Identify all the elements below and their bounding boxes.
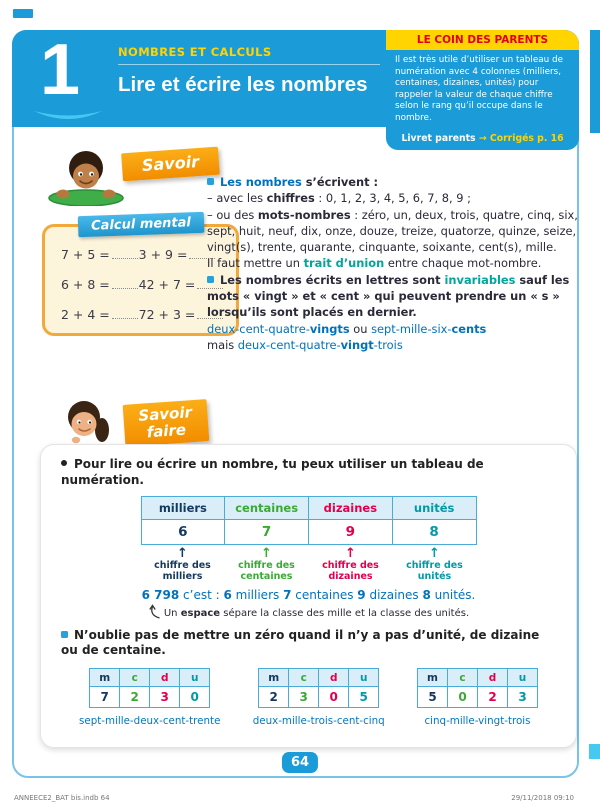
edge-mark-cyan: [589, 744, 600, 759]
dot-bullet-icon: [61, 460, 67, 466]
answer-blank: [112, 248, 138, 259]
header-text: [118, 45, 380, 97]
mini-numeration-table: m c d u 5 0 2 3 cinq-mille-vingt-trois: [417, 668, 538, 727]
mini-tables-row: [61, 668, 556, 727]
value-centaines: 7: [225, 519, 309, 544]
print-corner-mark: [13, 9, 33, 18]
digit-label-group: ↑ chiffre des milliers: [141, 547, 225, 583]
numeration-header-row: [141, 496, 476, 519]
savoir-intro-heading: Les nombres s’écrivent :: [207, 174, 581, 190]
print-info-left: ANNEECE2_BAT bis.indb 64: [14, 794, 110, 802]
value-unites: 8: [392, 519, 476, 544]
hyphen-rule-line: Il faut mettre un trait d’union entre chaque mot-nombre.: [207, 256, 542, 271]
calcul-mental-banner: Calcul mental: [77, 212, 203, 237]
page-title: Lire et écrire les nombres: [118, 73, 368, 96]
mental-math-exercise: 72 + 3 =: [139, 307, 228, 322]
examples-block: [207, 321, 581, 354]
swoosh-icon: [30, 108, 106, 124]
digit-label-group: ↑ chiffre des dizaines: [309, 547, 393, 583]
up-arrow-icon: ↑: [261, 545, 272, 561]
header-dizaines: dizaines: [309, 496, 393, 519]
category-label: NOMBRES ET CALCULS: [118, 45, 380, 65]
parents-box-title: LE COIN DES PARENTS: [386, 30, 579, 50]
mental-math-exercise: 6 + 8 =: [61, 277, 139, 292]
answer-blank: [112, 308, 138, 319]
mini-numeration-table: m c d u 7 2 3 0 sept-mille-deux-cent-trente: [79, 668, 220, 727]
print-info-right: 29/11/2018 09:10: [511, 794, 574, 802]
mini-numeration-table: m c d u 2 3 0 5 deux-mille-trois-cent-cinq: [253, 668, 385, 727]
savoir-character-illustration: [44, 148, 128, 210]
mental-math-exercise: 2 + 4 =: [61, 307, 139, 322]
digit-labels-row: [141, 547, 477, 583]
mental-math-exercise: 7 + 5 =: [61, 247, 139, 262]
digits-line: – avec les chiffres : 0, 1, 2, 3, 4, 5, 6, 7, 8, 9 ;: [207, 191, 471, 206]
examples-line-1: deux-cent-quatre-vingts ou sept-mille-six-cents: [207, 321, 487, 336]
parents-box-footer: Livret parents → Corrigés p. 16: [401, 133, 564, 144]
number-in-words: sept-mille-deux-cent-trente: [79, 715, 221, 728]
header-centaines: centaines: [225, 496, 309, 519]
number-in-words: deux-mille-trois-cent-cinq: [252, 715, 385, 728]
number-in-words: cinq-mille-vingt-trois: [424, 715, 531, 728]
page-number-badge: 64: [282, 752, 318, 773]
square-bullet-icon: [207, 276, 214, 283]
numeration-table: [141, 496, 477, 545]
curved-arrow-icon: [148, 604, 161, 619]
digit-label-group: ↑ chiffre des unités: [393, 547, 477, 583]
up-arrow-icon: ↑: [345, 545, 356, 561]
up-arrow-icon: ↑: [429, 545, 440, 561]
up-arrow-icon: ↑: [177, 545, 188, 561]
digit-label-group: ↑ chiffre des centaines: [225, 547, 309, 583]
square-bullet-icon: [207, 178, 214, 185]
savoir-faire-card: [40, 444, 577, 748]
examples-line-2: mais deux-cent-quatre-vingt-trois: [207, 337, 403, 352]
savoir-faire-banner: [123, 399, 209, 446]
numeration-value-row: [141, 519, 476, 544]
savoir-faire-banner-line1: Savoir: [137, 403, 193, 425]
space-note: Un espace sépare la classe des mille et la classe des unités.: [61, 604, 556, 619]
tableau-instruction: Pour lire ou écrire un nombre, tu peux utiliser un tableau de numération.: [61, 457, 484, 487]
answer-blank: [112, 278, 138, 289]
zero-rule: N’oublie pas de mettre un zéro quand il n’y a pas d’unité, de dizaine ou de centaine.: [61, 627, 540, 658]
decomposition-line: 6 798 c’est : 6 milliers 7 centaines 9 dizaines 8 unités.: [141, 587, 476, 602]
value-milliers: 6: [141, 519, 225, 544]
mental-math-exercise: 3 + 9 =: [139, 247, 228, 262]
chapter-header: [12, 30, 386, 127]
savoir-banner-label: Savoir: [141, 152, 200, 175]
header-unites: unités: [392, 496, 476, 519]
parents-corner-box: [386, 30, 579, 150]
edge-tab-blue: [590, 30, 600, 133]
header-milliers: milliers: [141, 496, 225, 519]
savoir-lesson-text: [207, 174, 581, 353]
value-dizaines: 9: [309, 519, 393, 544]
square-bullet-icon: [61, 631, 68, 638]
savoir-faire-banner-line2: faire: [146, 420, 187, 442]
word-numbers-line: – ou des mots-nombres : zéro, un, deux, trois, quatre, cinq, six, sept, huit, neuf, dix, onze, douze, treize, quatorze, quinze, seize, vingt(s), trente, quarante, cinquante, soixante, cent(s), mille.: [207, 207, 578, 255]
parents-box-body: Il est très utile d’utiliser un tableau de numération avec 4 colonnes (milliers, centaines, dizaines, unités) pour rappeler la valeur de chaque chiffre selon le rang qu’il occupe dans le nombre.: [395, 55, 563, 124]
invariables-paragraph: Les nombres écrits en lettres sont invariables sauf les mots « vingt » et « cent » qui peuvent prendre un « s » lorsqu’ils sont placés en dernier.: [207, 272, 570, 320]
mental-math-exercise: 42 + 7 =: [139, 277, 228, 292]
chapter-number: 1: [40, 30, 81, 110]
